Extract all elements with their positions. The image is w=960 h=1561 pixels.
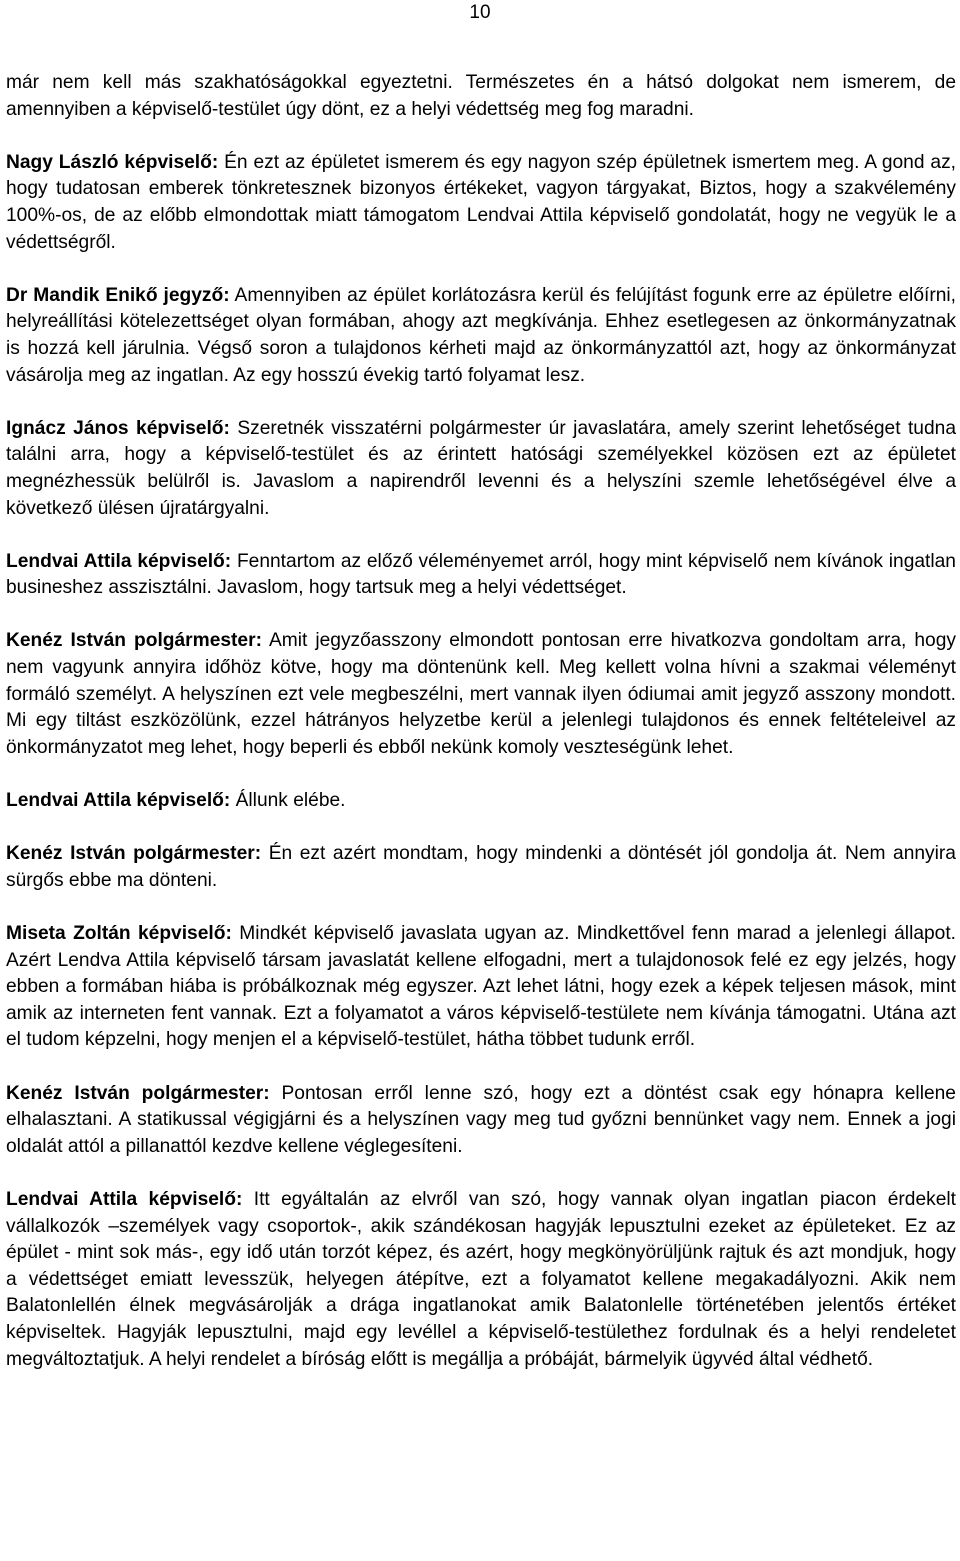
paragraph-text: Fenntartom az előző véleményemet arról, hogy mint képviselő nem kívánok ingatlan busineshez asszisztálni. Javaslom, hogy tartsuk meg a helyi védettséget. <box>6 550 956 599</box>
paragraph-text: Mindkét képviselő javaslata ugyan az. Mindkettővel fenn marad a jelenlegi állapot. Azért Lendva Attila képviselő társam javaslatát kellene elfogadni, mert a tulajdonosok felé ez egy jelzés, hogy ebben a formában hiába is próbálkoznak még egyszer. Azt lehet látni, hogy ezek a képek teljesen mások, mint amik az interneten fent vannak. Ezt a folyamatot a város képviselő-testülete nem kívánja támogatni. Utána azt el tudom képzelni, hogy menjen el a képviselő-testület, hátha többet tudunk erről. <box>6 923 957 1051</box>
paragraph <box>6 70 956 123</box>
paragraph <box>6 841 956 894</box>
paragraph-text: Amennyiben az épület korlátozásra kerül és felújítást fogunk erre az épületre előírni, helyreállítási kötelezettséget olyan formában, ahogy azt megkívánja. Ehhez esetlegesen az önkormányzatnak is hozzá kell járulnia. Végső soron a tulajdonos kérheti majd az önkormányzattól azt, hogy az önkormányzat vásárolja meg az ingatlan. Az egy hosszú évekig tartó folyamat lesz. <box>6 284 956 386</box>
paragraph <box>6 1187 956 1373</box>
speaker-name: Kenéz István polgármester: <box>6 630 262 652</box>
paragraph-text: már nem kell más szakhatóságokkal egyeztetni. Természetes én a hátsó dolgokat nem ismerem, de amennyiben a képviselő-testület úgy dönt, ez a helyi védettség meg fog maradni. <box>6 72 956 120</box>
paragraph-text: Állunk elébe. <box>235 790 346 812</box>
paragraph <box>6 283 956 389</box>
document-body <box>6 70 956 1373</box>
speaker-name: Miseta Zoltán képviselő: <box>6 923 232 944</box>
paragraph-text: Itt egyáltalán az elvről van szó, hogy vannak olyan ingatlan piacon érdekelt vállalkozók –személyek vagy csoportok-, akik szándékosan hagyják lepusztulni ezeket az épületeket. Ez az épület - mint sok más-, egy idő után torzót képez, és azért, hogy megkönyörüljünk rajtuk és azt mondjuk, hogy a védettséget emiatt levesszük, helyegen átépítve, ezt a folyamatot kellene megakadályozni. Akik nem Balatonlellén élnek megvásárolják a drága ingatlanokat amik Balatonlelle történetében jelentős értéket képviseltek. Hagyják lepusztulni, majd egy levéllel a képviselő-testülethez fordulnak és a helyi rendeletet megváltoztatjuk. A helyi rendelet a bíróság előtt is megállja a próbáját, bármelyik ügyvéd által védhető. <box>6 1188 956 1370</box>
paragraph <box>6 549 956 602</box>
speaker-name: Lendvai Attila képviselő: <box>6 550 232 572</box>
paragraph <box>6 150 956 256</box>
speaker-name: Ignácz János képviselő: <box>6 417 230 439</box>
speaker-name: Lendvai Attila képviselő: <box>6 1188 243 1210</box>
paragraph-text: Amit jegyzőasszony elmondott pontosan erre hivatkozva gondoltam arra, hogy nem vagyunk annyira időhöz kötve, hogy ma döntenünk kell. Meg kellett volna hívni a szakmai véleményt formáló személyt. A helyszínen ezt vele megbeszélni, mert vannak ilyen ódiumai amit jegyző asszony mondott. Mi egy tiltást eszközölünk, ezzel hátrányos helyzetbe kerül a jelenlegi tulajdonos és ennek feltételeivel az önkormányzatot meg lehet, hogy beperli és ebből nekünk komoly veszteségünk lehet. <box>6 630 956 758</box>
paragraph-text: Én ezt az épületet ismerem és egy nagyon szép épületnek ismertem meg. A gond az, hogy tudatosan emberek tönkretesznek bizonyos értékeket, vagyon tárgyakat, Biztos, hogy a szakvélemény 100%-os, de az előbb elmondottak miatt támogatom Lendvai Attila képviselő gondolatát, hogy ne vegyük le a védettségről. <box>6 151 956 253</box>
speaker-name: Nagy László képviselő: <box>6 151 219 173</box>
paragraph-text: Pontosan erről lenne szó, hogy ezt a döntést csak egy hónapra kellene elhalasztani. A statikussal végigjárni és a helyszínen vagy meg tud győzni bennünket vagy nem. Ennek a jogi oldalát attól a pillanattól kezdve kellene véglegesíteni. <box>6 1082 956 1157</box>
paragraph-text: Szeretnék visszatérni polgármester úr javaslatára, amely szerint lehetőséget tudna találni arra, hogy a képviselő-testület és az érintett hatósági személyekkel közösen ezt az épületet megnézhessük belülről is. Javaslom a napirendről levenni és a helyszíni szemle lehetőségével élve a következő ülésen újratárgyalni. <box>6 417 956 519</box>
paragraph <box>6 1081 956 1161</box>
page-number: 10 <box>469 2 491 23</box>
speaker-name: Kenéz István polgármester: <box>6 1082 270 1104</box>
paragraph <box>6 921 956 1054</box>
speaker-name: Dr Mandik Enikő jegyző: <box>6 284 230 306</box>
paragraph <box>6 416 956 522</box>
paragraph-text: Én ezt azért mondtam, hogy mindenki a döntését jól gondolja át. Nem annyira sürgős ebbe ma dönteni. <box>6 843 956 891</box>
paragraph <box>6 628 956 761</box>
speaker-name: Lendvai Attila képviselő: <box>6 790 231 812</box>
paragraph <box>6 788 956 815</box>
speaker-name: Kenéz István polgármester: <box>6 843 262 865</box>
